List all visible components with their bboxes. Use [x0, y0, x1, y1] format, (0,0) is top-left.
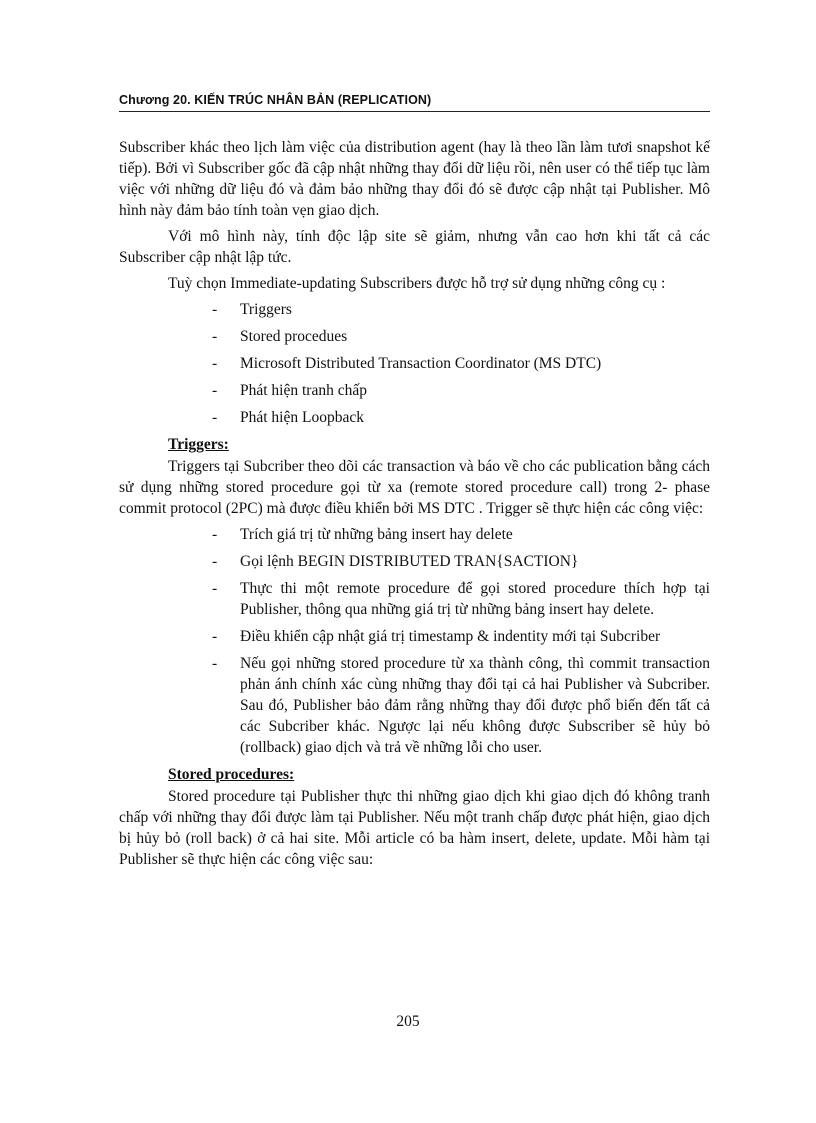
- list-item: - Gọi lệnh BEGIN DISTRIBUTED TRAN{SACTION}: [212, 553, 579, 570]
- header-divider: [119, 111, 710, 112]
- paragraph-stored-procedures-intro: Stored procedure tại Publisher thực thi những giao dịch khi giao dịch đó không tranh chấp với những thay đổi được làm tại Publisher. Nếu một tranh chấp được phát hiện, giao dịch bị hủy bỏ (roll back) ở cả hai site. Mỗi article có ba hàm insert, delete, update. Mỗi hàm tại Publisher sẽ thực hiện các công việc sau:: [119, 788, 710, 868]
- page-number: 205: [396, 1013, 420, 1030]
- paragraph-site-independence: Với mô hình này, tính độc lập site sẽ giảm, nhưng vẫn cao hơn khi tất cả các Subscriber cập nhật lập tức.: [119, 228, 710, 266]
- list-item: - Nếu gọi những stored procedure từ xa thành công, thì commit transaction phản ánh chính xác cùng những thay đổi tại cả hai Publisher và Subcriber. Sau đó, Publisher bảo đảm rằng những thay đổi được phổ biến đến tất cả các Subcriber khác. Ngược lại nếu không được Subscriber sẽ hủy bỏ (rollback) giao dịch và trả về những lỗi cho user.: [212, 655, 710, 756]
- list-item: - Điều khiển cập nhật giá trị timestamp & indentity mới tại Subcriber: [212, 628, 661, 645]
- dash-bullet: -: [212, 355, 218, 372]
- dash-bullet: -: [212, 655, 218, 672]
- list-item: - Microsoft Distributed Transaction Coordinator (MS DTC): [212, 355, 602, 372]
- list-item: - Phát hiện tranh chấp: [212, 382, 367, 399]
- list-item: - Triggers: [212, 301, 292, 318]
- section-heading-triggers: Triggers:: [168, 436, 229, 453]
- list-item: - Stored procedues: [212, 328, 348, 345]
- dash-bullet: -: [212, 328, 218, 345]
- dash-bullet: -: [212, 526, 218, 543]
- list-item: - Phát hiện Loopback: [212, 409, 364, 426]
- page-body: [119, 137, 710, 875]
- list-item: - Trích giá trị từ những bảng insert hay delete: [212, 526, 513, 543]
- dash-bullet: -: [212, 382, 218, 399]
- dash-bullet: -: [212, 301, 218, 318]
- paragraph-triggers-intro: Triggers tại Subcriber theo dõi các transaction và báo về cho các publication bằng cách sử dụng những stored procedure gọi từ xa (remote stored procedure call) trong 2- phase commit protocol (2PC) mà được điều khiển bởi MS DTC . Trigger sẽ thực hiện các công việc:: [119, 458, 710, 517]
- dash-bullet: -: [212, 580, 218, 597]
- dash-bullet: -: [212, 628, 218, 645]
- paragraph-tools-intro: Tuỳ chọn Immediate-updating Subscribers được hỗ trợ sử dụng những công cụ :: [168, 275, 666, 292]
- list-item: - Thực thi một remote procedure để gọi stored procedure thích hợp tại Publisher, thông qua những giá trị từ những bảng insert hay delete.: [212, 580, 710, 618]
- dash-bullet: -: [212, 409, 218, 426]
- triggers-task-list: [119, 524, 710, 758]
- dash-bullet: -: [212, 553, 218, 570]
- paragraph-continuation: Subscriber khác theo lịch làm việc của distribution agent (hay là theo lần làm tươi snapshot kế tiếp). Bởi vì Subscriber gốc đã cập nhật những thay đổi dữ liệu rồi, nên user có thể tiếp tục làm việc với những dữ liệu đó và đảm bảo những thay đổi đó sẽ được cập nhật tại Publisher. Mô hình này đảm bảo tính toàn vẹn giao dịch.: [119, 139, 710, 219]
- section-heading-stored-procedures: Stored procedures:: [168, 766, 295, 783]
- chapter-header: Chương 20. KIẾN TRÚC NHÂN BẢN (REPLICATION): [119, 93, 432, 107]
- tools-list: [119, 299, 710, 428]
